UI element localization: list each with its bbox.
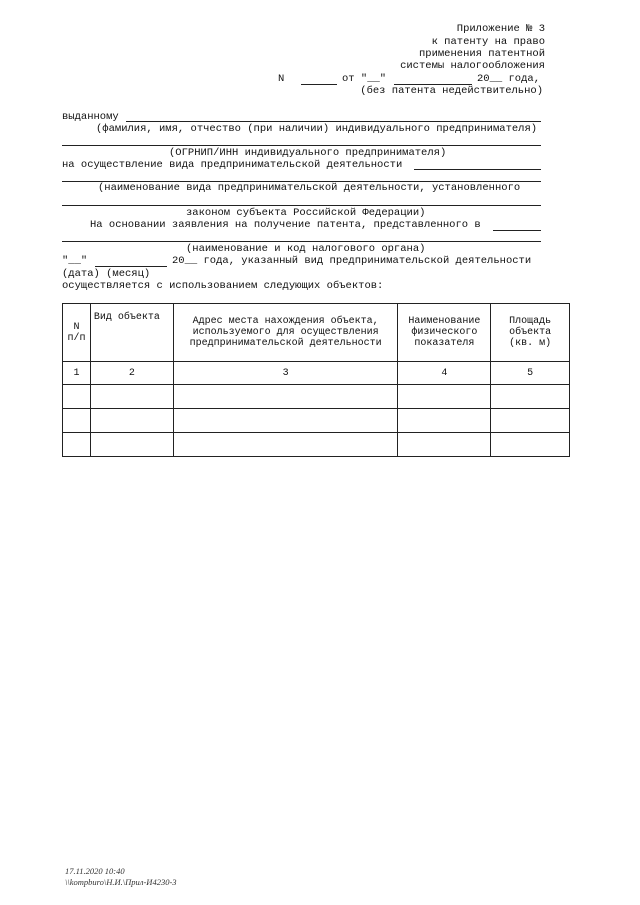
issued-to-label: выданному bbox=[62, 111, 119, 123]
appendix-subtitle-2: применения патентной bbox=[418, 48, 545, 60]
header-area-text: Площадь объекта (кв. м) bbox=[509, 316, 552, 349]
table-cell[interactable] bbox=[398, 385, 491, 409]
objects-label: осуществляется с использованием следующих объектов: bbox=[62, 280, 384, 292]
tax-authority-caption: (наименование и код налогового органа) bbox=[186, 243, 426, 255]
ogrn-field[interactable] bbox=[62, 145, 541, 146]
table-cell[interactable] bbox=[491, 385, 570, 409]
col-number-5: 5 bbox=[491, 362, 570, 385]
table-cell[interactable] bbox=[173, 409, 398, 433]
table-cell[interactable] bbox=[63, 409, 91, 433]
header-indicator bbox=[398, 304, 491, 362]
fio-caption: (фамилия, имя, отчество (при наличии) индивидуального предпринимателя) bbox=[96, 123, 538, 135]
header-indicator-text: Наименование физического показателя bbox=[408, 316, 481, 349]
header-address-text: Адрес места нахождения объекта, используемого для осуществления предпринимательской деятельности bbox=[189, 316, 382, 349]
table-cell[interactable] bbox=[90, 433, 173, 457]
activity-field-3[interactable] bbox=[62, 205, 541, 206]
header-area bbox=[491, 304, 570, 362]
patent-date-label: от "__" bbox=[342, 73, 387, 85]
ogrn-caption: (ОГРНИП/ИНН индивидуального предпринимателя) bbox=[169, 147, 447, 159]
col-number-3: 3 bbox=[173, 362, 398, 385]
objects-table bbox=[62, 303, 570, 457]
date-month-field[interactable] bbox=[95, 266, 167, 267]
table-cell[interactable] bbox=[398, 409, 491, 433]
col-number-1: 1 bbox=[63, 362, 91, 385]
appendix-title: Приложение № 3 bbox=[456, 23, 545, 35]
table-cell[interactable] bbox=[173, 433, 398, 457]
header-object-type-text: Вид объекта bbox=[93, 312, 160, 323]
table-cell[interactable] bbox=[90, 385, 173, 409]
table-row bbox=[63, 409, 570, 433]
appendix-subtitle-3: системы налогообложения bbox=[400, 60, 545, 72]
col-number-4: 4 bbox=[398, 362, 491, 385]
patent-number-field[interactable] bbox=[301, 84, 337, 85]
fio-field[interactable] bbox=[126, 121, 541, 122]
activity-caption-1: (наименование вида предпринимательской деятельности, установленного bbox=[98, 182, 521, 194]
tax-authority-field[interactable] bbox=[493, 230, 541, 231]
date-prefix: "__" bbox=[62, 255, 88, 267]
appendix-subtitle-1: к патенту на право bbox=[431, 36, 545, 48]
table-header-row bbox=[63, 304, 570, 362]
table-cell[interactable] bbox=[63, 385, 91, 409]
patent-year-label: 20__ года, bbox=[477, 73, 541, 85]
table-row bbox=[63, 433, 570, 457]
col-number-2: 2 bbox=[90, 362, 173, 385]
tax-authority-field-2[interactable] bbox=[62, 241, 541, 242]
footer-timestamp: 17.11.2020 10:40 bbox=[65, 866, 125, 876]
date-caption: (дата) (месяц) bbox=[62, 268, 151, 280]
table-cell[interactable] bbox=[63, 433, 91, 457]
header-number bbox=[63, 304, 91, 362]
table-cell[interactable] bbox=[90, 409, 173, 433]
activity-label: на осуществление вида предпринимательской деятельности bbox=[62, 159, 403, 171]
table-cell[interactable] bbox=[173, 385, 398, 409]
header-address bbox=[173, 304, 398, 362]
activity-field[interactable] bbox=[414, 169, 541, 170]
table-cell[interactable] bbox=[398, 433, 491, 457]
validity-note: (без патента недействительно) bbox=[360, 85, 543, 97]
footer-path: \\kompburo\Н.И.\Прил-И4230-3 bbox=[65, 877, 177, 887]
application-label: На основании заявления на получение патента, представленного в bbox=[90, 219, 481, 231]
header-object-type bbox=[90, 304, 173, 362]
header-number-text: N п/п bbox=[67, 321, 86, 344]
patent-number-label: N bbox=[278, 73, 285, 85]
activity-caption-2: законом субъекта Российской Федерации) bbox=[186, 207, 426, 219]
date-year-label: 20__ года, указанный вид предпринимательской деятельности bbox=[172, 255, 532, 267]
table-cell[interactable] bbox=[491, 409, 570, 433]
table-cell[interactable] bbox=[491, 433, 570, 457]
table-number-row bbox=[63, 362, 570, 385]
table-row bbox=[63, 385, 570, 409]
